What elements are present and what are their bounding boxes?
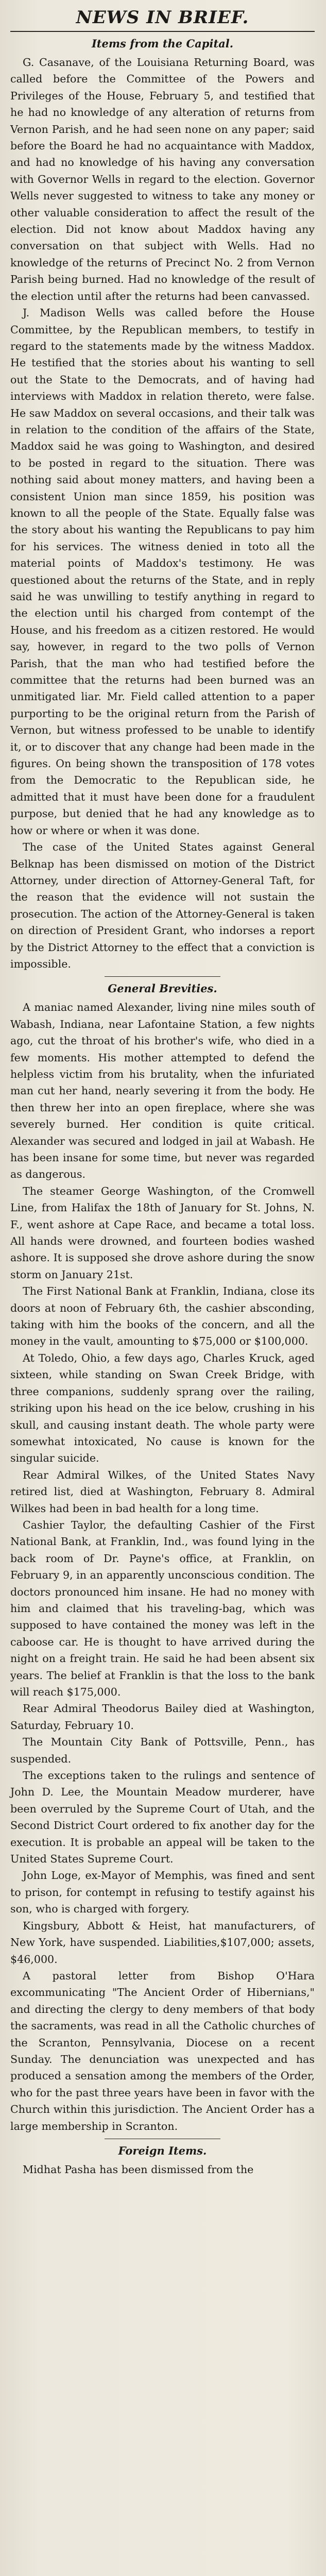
article-paragraph: G. Casanave, of the Louisiana Returning Board, was called before the Committee of the Powers and Privileges of the House, February 5, and testified that he had no knowledge of any alteration of returns from Vernon Parish, and he had seen none on any paper; said before the Board he had no acquaintance with Maddox, and had no knowledge of his having any conversation with Governor Wells in regard to the election. Governor Wells never suggested to witness to take any money or other valuable consideration to affect the result of the election. Did not know about Maddox having any conversation on that subject with Wells. Had no knowledge of the returns of Precinct No. 2 from Vernon Parish being burned. Had no knowledge of the result of the election until after the returns had been canvassed. bbox=[10, 56, 315, 302]
section-general-brevities bbox=[10, 982, 315, 2134]
article-paragraph: Rear Admiral Theodorus Bailey died at Washington, Saturday, February 10. bbox=[10, 1702, 315, 1732]
section-heading: Items from the Capital. bbox=[91, 37, 234, 50]
article-paragraph: The Mountain City Bank of Pottsville, Penn., has suspended. bbox=[10, 1736, 315, 1765]
article-paragraph: John Loge, ex-Mayor of Memphis, was fined and sent to prison, for contempt in refusing to testify against his son, who is charged with forgery. bbox=[10, 1869, 315, 1916]
article-paragraph: The First National Bank at Franklin, Indiana, close its doors at noon of February 6th, the cashier absconding, taking with him the books of the concern, and all the money in the vault, amounting to $75,000 or $100,000. bbox=[10, 1285, 315, 1348]
article-paragraph: The case of the United States against General Belknap has been dismissed on motion of the District Attorney, under direction of Attorney-General Taft, for the reason that the evidence will not sustain the prosecution. The action of the Attorney-General is taken on direction of President Grant, who indorses a report by the District Attorney to the effect that a conviction is impossible. bbox=[10, 841, 315, 970]
article-paragraph: Rear Admiral Wilkes, of the United States Navy retired list, died at Washington, February 8. Admiral Wilkes had been in bad health for a long time. bbox=[10, 1468, 315, 1515]
section-heading: Foreign Items. bbox=[118, 2144, 207, 2157]
article-paragraph: A pastoral letter from Bishop O'Hara excommunicating "The Ancient Order of Hibernians," and directing the clergy to deny members of that body the sacraments, was read in all the Catholic churches of the Scranton, Pennsylvania, Diocese on a recent Sunday. The denunciation was unexpected and has produced a sensation among the members of the Order, who for the past three years have been in favor with the Church within this jurisdiction. The Ancient Order has a large membership in Scranton. bbox=[10, 1969, 315, 2132]
article-paragraph: Midhat Pasha has been dismissed from the bbox=[23, 2163, 254, 2176]
article-paragraph: Cashier Taylor, the defaulting Cashier of the First National Bank, at Franklin, Ind., was found lying in the back room of Dr. Payne's office, at Franklin, on February 9, in an apparently unconscious condition. The doctors pronounced him insane. He had no money with him and claimed that his traveling-bag, which was supposed to have contained the money was left in the caboose car. He is thought to have arrived during the night on a freight train. He said he had been absent six years. The belief at Franklin is that the loss to the bank will reach $175,000. bbox=[10, 1518, 315, 1698]
section-divider bbox=[105, 976, 220, 977]
article-paragraph: J. Madison Wells was called before the House Committee, by the Republican members, to testify in regard to the statements made by the witness Maddox. He testified that the stories about his wanting to sell out the State to the Democrats, and of having had interviews with Maddox in relation thereto, were false. He saw Maddox on several occasions, and their talk was in relation to the condition of the affairs of the State, Maddox said he was going to Washington, and desired to be posted in regard to the situation. There was nothing said about money matters, and having been a consistent Union man since 1859, his position was known to all the people of the State. Equally false was the story about his wanting the Republicans to pay him for his services. The witness denied in toto all the material points of Maddox's testimony. He was questioned about the returns of the State, and in reply said he was unwilling to testify anything in regard to the election until his charged from contempt of the House, and his freedom as a citizen restored. He would say, however, in regard to the two polls of Vernon Parish, that the man who had testified before the committee that the returns had been burned was an unmitigated liar. Mr. Field called attention to a paper purporting to be the original return from the Parish of Vernon, but witness professed to be unable to identify it, or to discover that any change had been made in the figures. On being shown the transposition of 178 votes from the Democratic to the Republican side, he admitted that it must have been done for a fraudulent purpose, but denied that he had any knowledge as to how or where or when it was done. bbox=[10, 307, 315, 837]
article-paragraph: The exceptions taken to the rulings and sentence of John D. Lee, the Mountain Meadow murderer, have been overruled by the Supreme Court of Utah, and the Second District Court ordered to fix another day for the execution. It is probable an appeal will be taken to the United States Supreme Court. bbox=[10, 1769, 315, 1866]
masthead-rule bbox=[10, 31, 315, 32]
masthead: NEWS IN BRIEF. bbox=[76, 7, 249, 28]
article-paragraph: A maniac named Alexander, living nine miles south of Wabash, Indiana, near Lafontaine Station, a few nights ago, cut the throat of his brother's wife, who died in a few moments. His mother attempted to defend the helpless victim from his brutality, when the infuriated man cut her hand, nearly severing it from the body. He then threw her into an open fireplace, where she was severely burned. Her condition is quite critical. Alexander was secured and lodged in jail at Wabash. He has been insane for some time, but never was regarded as dangerous. bbox=[10, 1001, 315, 1181]
section-capital bbox=[10, 37, 315, 972]
article-paragraph: Kingsbury, Abbott & Heist, hat manufacturers, of New York, have suspended. Liabilities,$107,000; assets, $46,000. bbox=[10, 1919, 315, 1965]
section-heading: General Brevities. bbox=[108, 982, 217, 995]
article-paragraph: The steamer George Washington, of the Cromwell Line, from Halifax the 18th of January for St. Johns, N. F., went ashore at Cape Race, and became a total loss. All hands were drowned, and fourteen bodies washed ashore. It is supposed she drove ashore during the snow storm on January 21st. bbox=[10, 1184, 315, 1281]
section-foreign-items bbox=[10, 2144, 315, 2178]
article-paragraph: At Toledo, Ohio, a few days ago, Charles Kruck, aged sixteen, while standing on Swan Creek Bridge, with three companions, suddenly sprang over the railing, striking upon his head on the ice below, crushing in his skull, and causing instant death. The whole party were somewhat intoxicated, No cause is known for the singular suicide. bbox=[10, 1351, 315, 1465]
